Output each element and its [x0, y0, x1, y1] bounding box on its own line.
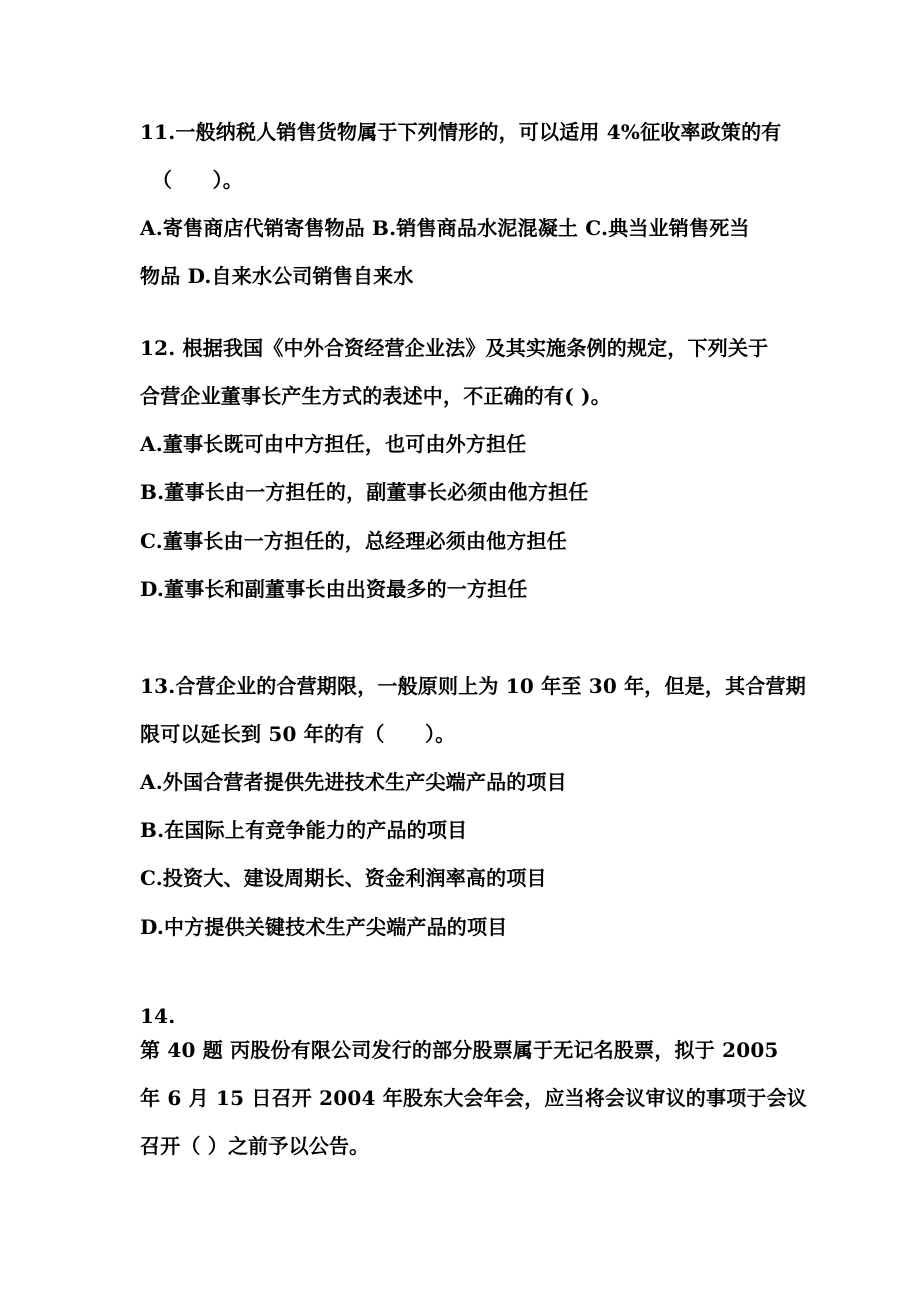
q14-number: 14. [140, 1004, 176, 1028]
q13-stem-line-2: 限可以延长到 50 年的有（ ）。 [140, 722, 456, 746]
q11-stem-line-2: （ ）。 [152, 168, 243, 192]
q13-option-a: A.外国合营者提供先进技术生产尖端产品的项目 [140, 770, 567, 794]
q12-option-d: D.董事长和副董事长由出资最多的一方担任 [140, 577, 528, 601]
q12-stem-line-1: 12. 根据我国《中外合资经营企业法》及其实施条例的规定，下列关于 [140, 336, 769, 360]
q13-option-d: D.中方提供关键技术生产尖端产品的项目 [140, 915, 508, 939]
q12-option-c: C.董事长由一方担任的，总经理必须由他方担任 [140, 529, 567, 553]
q13-option-b: B.在国际上有竞争能力的产品的项目 [140, 818, 468, 842]
q14-stem-line-3: 召开（ ）之前予以公告。 [140, 1134, 370, 1158]
q12-option-b: B.董事长由一方担任的，副董事长必须由他方担任 [140, 480, 589, 504]
q11-options-line-2: 物品 D.自来水公司销售自来水 [140, 264, 414, 288]
q14-stem-line-1: 第 40 题 丙股份有限公司发行的部分股票属于无记名股票，拟于 2005 [140, 1038, 779, 1062]
q13-option-c: C.投资大、建设周期长、资金利润率高的项目 [140, 866, 547, 890]
q11-options-line-1: A.寄售商店代销寄售物品 B.销售商品水泥混凝土 C.典当业销售死当 [140, 216, 750, 240]
q11-stem-line-1: 11.一般纳税人销售货物属于下列情形的，可以适用 4%征收率政策的有 [140, 120, 782, 144]
q12-stem-line-2: 合营企业董事长产生方式的表述中，不正确的有( )。 [140, 384, 611, 408]
q12-option-a: A.董事长既可由中方担任，也可由外方担任 [140, 432, 527, 456]
q13-stem-line-1: 13.合营企业的合营期限，一般原则上为 10 年至 30 年，但是，其合营期 [140, 674, 806, 698]
q14-stem-line-2: 年 6 月 15 日召开 2004 年股东大会年会，应当将会议审议的事项于会议 [140, 1086, 807, 1110]
